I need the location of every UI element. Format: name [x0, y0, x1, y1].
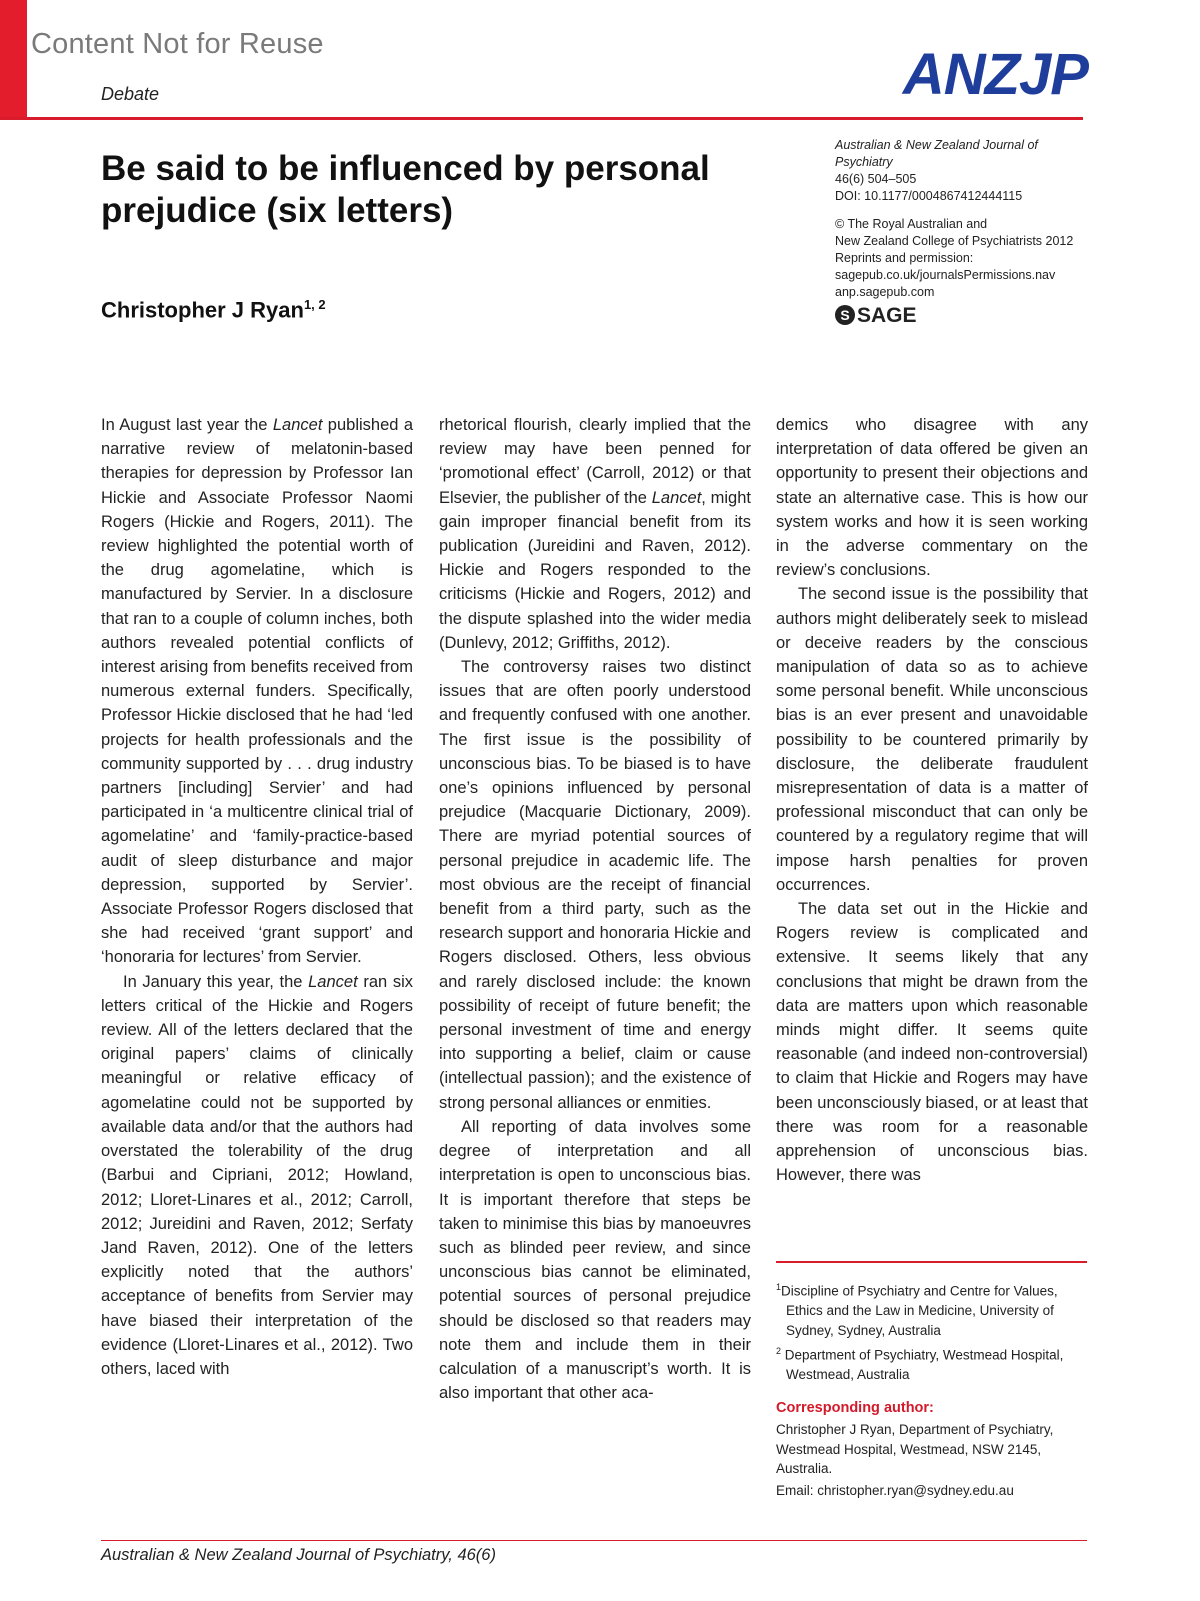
affiliation-footnote-2: $^2$ Department of Psychiatry, Westmead Hospital, Westmead, Australia	[776, 1346, 1064, 1382]
body-column-1	[101, 413, 413, 1475]
watermark: Content Not for Reuse	[31, 28, 324, 60]
paragraph: In January this year, the Lancet ran six letters critical of the Hickie and Rogers review. All of the letters declared that the original papers’ claims of clinically meaningful or relative efficacy of agomelatine could not be supported by available data and/or that the authors had overstated the tolerability of the drug (Barbui and Cipriani, 2012; Howland, 2012; Lloret-Linares et al., 2012; Carroll, 2012; Jureidini and Raven, 2012; Serfaty Jand Raven, 2012). One of the letters explicitly noted that the authors’ acceptance of benefits from Servier may have biased their interpretation of the evidence (Lloret-Linares et al., 2012). Two others, laced with	[101, 972, 413, 1378]
article-metadata	[835, 137, 1095, 325]
author-name: Christopher J Ryan	[101, 297, 304, 323]
journal-logo: ANZJP	[902, 42, 1088, 107]
affiliation-footnote-1: $^1$Discipline of Psychiatry and Centre for Values, Ethics and the Law in Medicine, University of Sydney, Sydney, Australia	[776, 1282, 1058, 1338]
meta-journal-link[interactable]: anp.sagepub.com	[835, 285, 935, 299]
meta-copyright-2: New Zealand College of Psychiatrists 2012	[835, 234, 1074, 248]
paragraph: The second issue is the possibility that authors might deliberately seek to mislead or deceive readers by the conscious manipulation of data so as to achieve some personal benefit. While unconscious bias is an ever present and unavoidable possibility to be countered primarily by disclosure, the deliberate fraudulent misrepresentation of data is a matter of professional misconduct that can only be countered by a regulatory regime that will impose harsh penalties for proven occurrences.	[776, 585, 1088, 894]
paragraph: All reporting of data involves some degree of interpretation and all interpretation is open to unconscious bias. It is important therefore that steps be taken to minimise this bias by manoeuvres such as blinded peer review, and since unconscious bias cannot be eliminated, potential sources of personal prejudice should be disclosed so that readers may note them and include them in their calculation of a manuscript’s worth. It is also important that other aca-	[439, 1117, 751, 1403]
sage-icon: S	[835, 305, 855, 325]
paragraph: The data set out in the Hickie and Rogers review is complicated and extensive. It seems likely that any conclusions that might be drawn from the data are matters upon which reasonable minds might differ. It seems quite reasonable (and indeed non-controversial) to claim that Hickie and Rogers may have been unconsciously biased, or at least that there was room for a reasonable apprehension of unconscious bias. However, there was	[776, 900, 1088, 1185]
corresponding-author-label: Corresponding author:	[776, 1399, 934, 1416]
body-column-2	[439, 413, 751, 1475]
corresponding-author-email[interactable]: Email: christopher.ryan@sydney.edu.au	[776, 1482, 1014, 1498]
meta-reprints: Reprints and permission:	[835, 251, 974, 265]
meta-copyright-1: © The Royal Australian and	[835, 217, 988, 231]
author-affiliation-marks: 1, 2	[303, 297, 326, 312]
paragraph: demics who disagree with any interpretation of data offered be given an opportunity to present their objections and state an alternative case. This is how our system works and how it is seen working in the adverse commentary on the review’s conclusions.	[776, 416, 1088, 580]
paragraph: In August last year the Lancet published a narrative review of melatonin-based therapies for depression by Professor Ian Hickie and Associate Professor Naomi Rogers (Hickie and Rogers, 2011). The review highlighted the potential worth of the drug agomelatine, which is manufactured by Servier. In a disclosure that ran to a couple of column inches, both authors revealed potential conflicts of interest arising from benefits received from numerous external funders. Specifically, Professor Hickie disclosed that he had ‘led projects for health professionals and the community supported by . . . drug industry partners [including] Servier’ and had participated in ‘a multicentre clinical trial of agomelatine’ and ‘family-practice-based audit of sleep disturbance and major depression, supported by Servier’. Associate Professor Rogers disclosed that she had received ‘grant support’ and ‘honoraria for lectures’ from Servier.	[101, 416, 413, 967]
meta-journal: Australian & New Zealand Journal of Psychiatry	[835, 138, 1038, 169]
meta-volume: 46(6) 504–505	[835, 172, 917, 186]
footer-rule	[101, 1540, 1087, 1541]
meta-permissions-link[interactable]: sagepub.co.uk/journalsPermissions.nav	[835, 268, 1056, 282]
paragraph: rhetorical flourish, clearly implied that the review may have been penned for ‘promotional effect’ (Carroll, 2012) or that Elsevier, the publisher of the Lancet, might gain improper financial benefit from its publication (Jureidini and Raven, 2012). Hickie and Rogers responded to the criticisms (Hickie and Rogers, 2012) and the dispute splashed into the wider media (Dunlevy, 2012; Griffiths, 2012).	[439, 416, 751, 652]
sage-wordmark: SAGE	[857, 303, 917, 327]
author-line	[101, 297, 326, 323]
red-side-bar	[0, 0, 27, 119]
footnotes	[776, 1278, 1091, 1500]
running-footer: Australian & New Zealand Journal of Psychiatry, 46(6)	[101, 1546, 496, 1564]
footnote-rule	[776, 1261, 1087, 1263]
paragraph: The controversy raises two distinct issues that are often poorly understood and frequently confused with one another. The first issue is the possibility of unconscious bias. To be biased is to have one’s opinions influenced by personal prejudice (Macquarie Dictionary, 2009). There are myriad potential sources of personal prejudice in academic life. The most obvious are the receipt of financial benefit from a third party, such as the research support and honoraria Hickie and Rogers disclosed. Others, less obvious and rarely disclosed include: the known possibility of receipt of future benefit; the personal investment of time and energy into supporting a belief, claim or cause (intellectual passion); and the existence of strong personal alliances or enmities.	[439, 658, 751, 1112]
body-column-3	[776, 413, 1088, 1193]
header-rule	[0, 117, 1083, 120]
section-label: Debate	[101, 84, 160, 104]
sage-logo	[835, 305, 1095, 325]
article-title: Be said to be influenced by personal prejudice (six letters)	[101, 149, 710, 230]
corresponding-author-details: Christopher J Ryan, Department of Psychiatry, Westmead Hospital, Westmead, NSW 2145, Australia.	[776, 1422, 1054, 1476]
meta-doi[interactable]: DOI: 10.1177/0004867412444115	[835, 189, 1023, 203]
